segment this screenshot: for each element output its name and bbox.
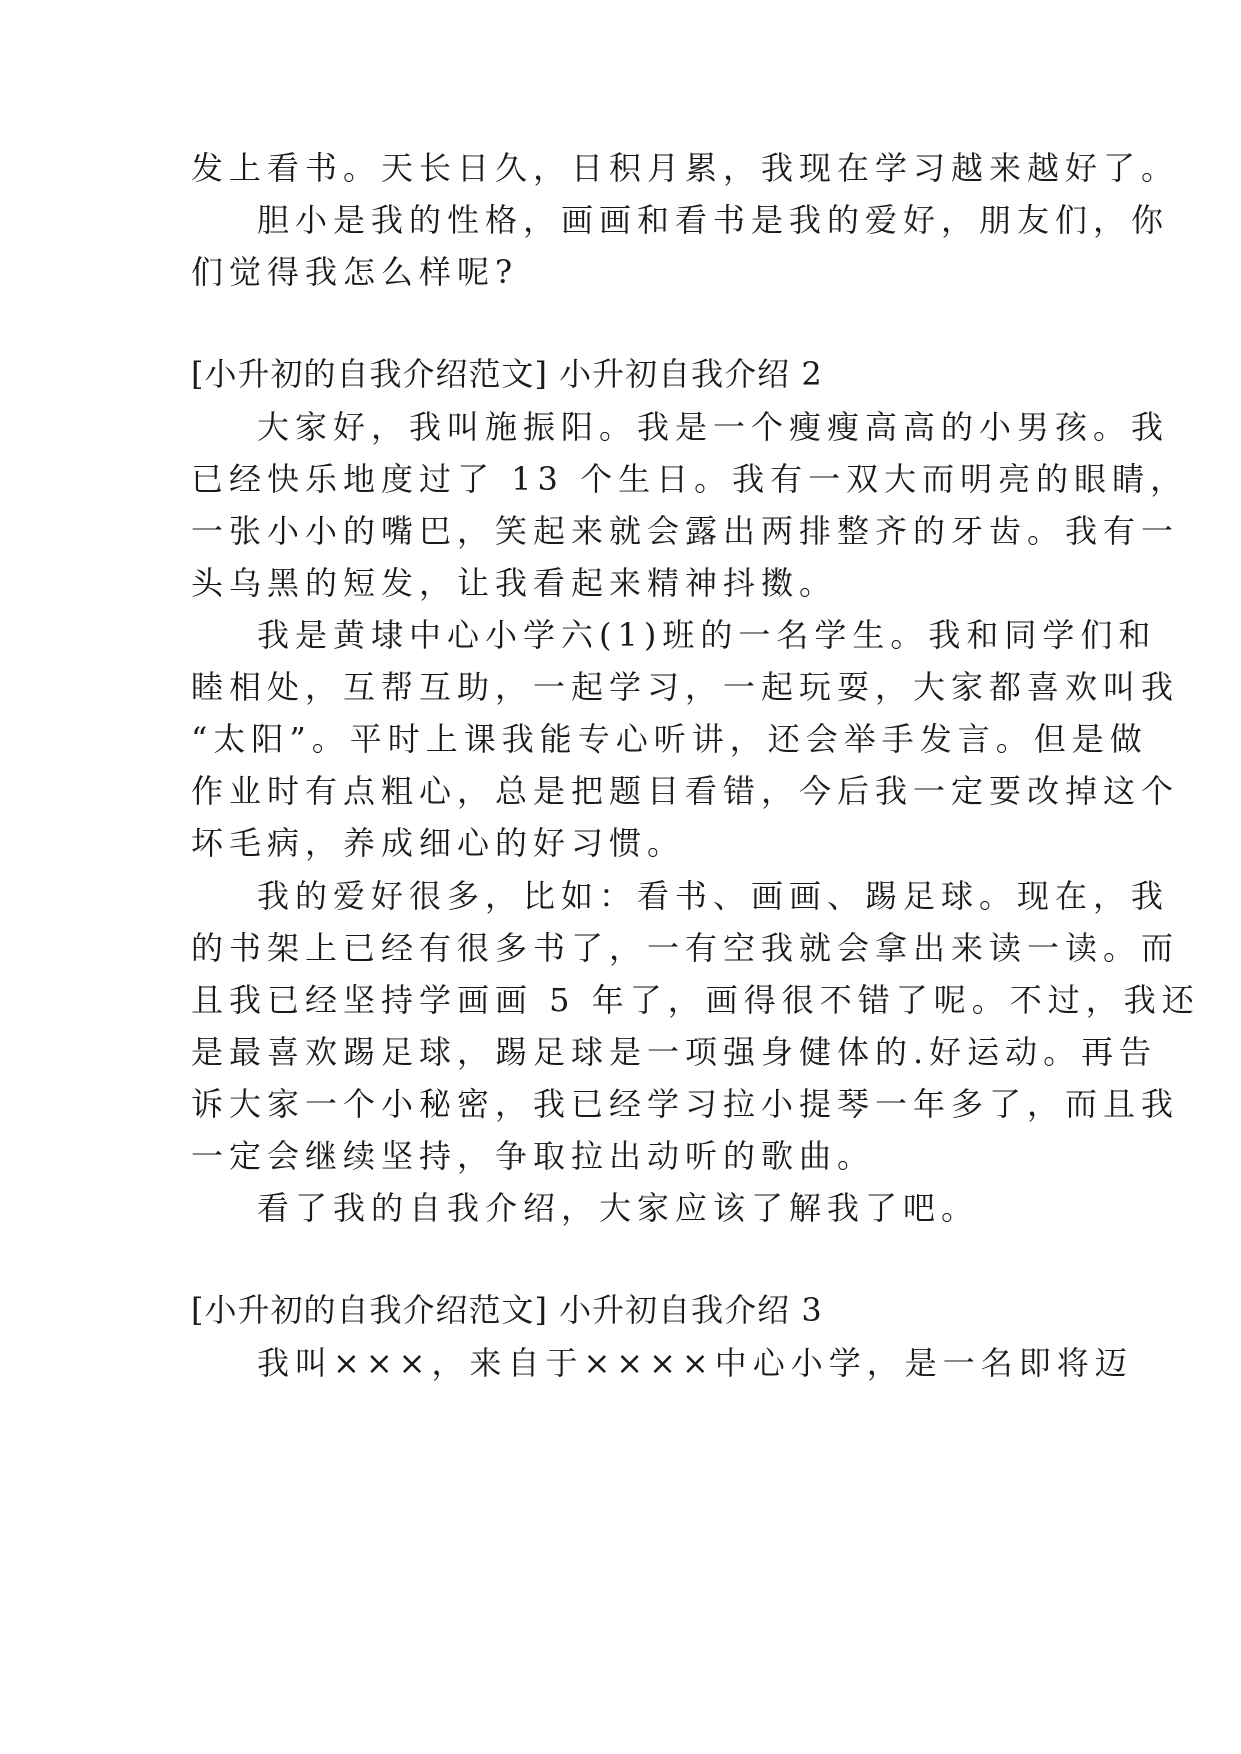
paragraph-first-line: 胆小是我的性格，画画和看书是我的爱好，朋友们，你 — [257, 201, 1170, 239]
body-text-line: 发上看书。天长日久，日积月累，我现在学习越来越好了。 — [191, 149, 1180, 187]
body-text-line: 头乌黑的短发，让我看起来精神抖擞。 — [191, 564, 838, 602]
body-text-line: 作业时有点粗心，总是把题目看错，今后我一定要改掉这个 — [191, 772, 1180, 810]
body-text-line: 已经快乐地度过了 13 个生日。我有一双大而明亮的眼睛， — [191, 460, 1189, 498]
paragraph-first-line: 我叫×××，来自于××××中心小学，是一名即将迈 — [257, 1344, 1133, 1382]
section-heading: [小升初的自我介绍范文] 小升初自我介绍 3 — [191, 1291, 823, 1329]
body-text-line: 且我已经坚持学画画 5 年了，画得很不错了呢。不过，我还 — [191, 981, 1200, 1019]
paragraph-first-line: 看了我的自我介绍，大家应该了解我了吧。 — [257, 1189, 980, 1227]
body-text-line: 一张小小的嘴巴，笑起来就会露出两排整齐的牙齿。我有一 — [191, 512, 1180, 550]
body-text-line: 诉大家一个小秘密，我已经学习拉小提琴一年多了，而且我 — [191, 1085, 1180, 1123]
paragraph-first-line: 大家好，我叫施振阳。我是一个瘦瘦高高的小男孩。我 — [257, 408, 1170, 446]
body-text-line: 睦相处，互帮互助，一起学习，一起玩耍，大家都喜欢叫我 — [191, 668, 1180, 706]
body-text-line: 是最喜欢踢足球，踢足球是一项强身健体的.好运动。再告 — [191, 1033, 1158, 1071]
body-text-line: 的书架上已经有很多书了，一有空我就会拿出来读一读。而 — [191, 929, 1180, 967]
body-text-line: 坏毛病，养成细心的好习惯。 — [191, 824, 686, 862]
paragraph-first-line: 我的爱好很多，比如：看书、画画、踢足球。现在，我 — [257, 877, 1170, 915]
body-text-line: 们觉得我怎么样呢? — [191, 253, 519, 291]
section-heading: [小升初的自我介绍范文] 小升初自我介绍 2 — [191, 355, 823, 393]
paragraph-first-line: 我是黄埭中心小学六(1)班的一名学生。我和同学们和 — [257, 616, 1157, 654]
body-text-line: “太阳”。平时上课我能专心听讲，还会举手发言。但是做 — [191, 720, 1148, 758]
body-text-line: 一定会继续坚持，争取拉出动听的歌曲。 — [191, 1137, 876, 1175]
